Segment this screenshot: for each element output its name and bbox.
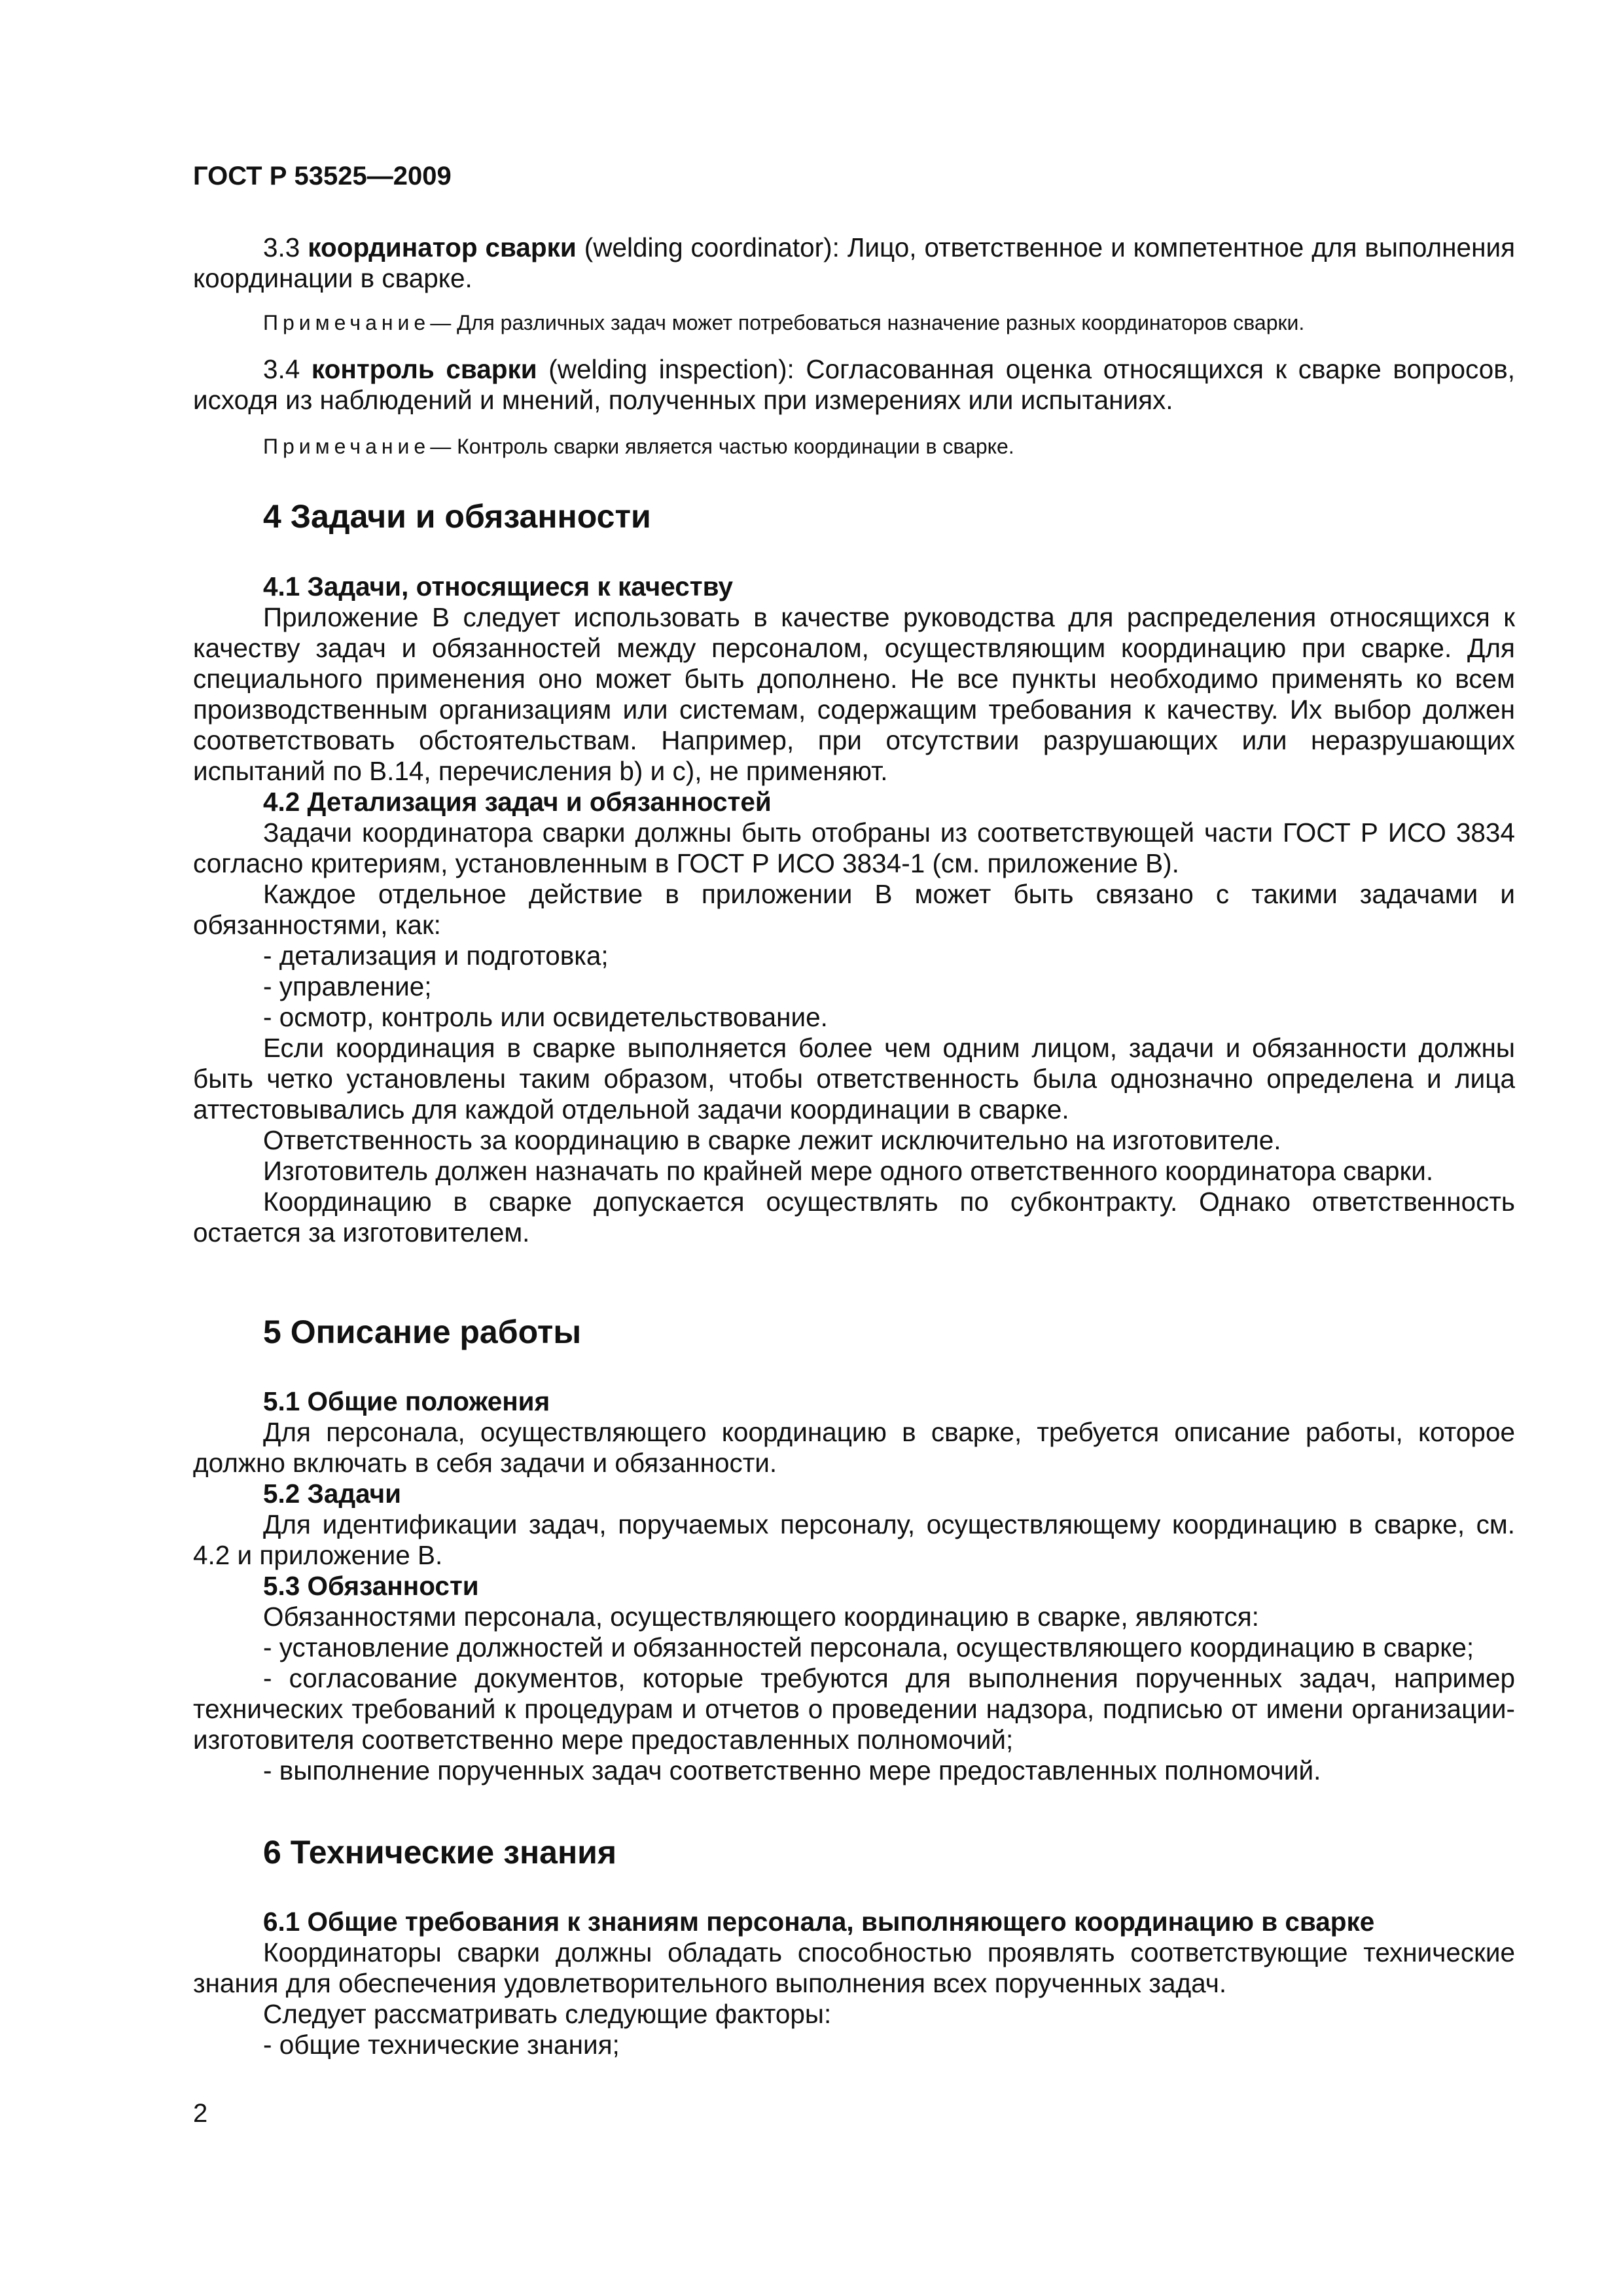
paragraph: Координаторы сварки должны обладать способностью проявлять соответствующие технические знания для обеспечения удовлетворительного выполнения всех порученных задач. <box>193 1937 1515 1998</box>
section-4-heading: 4 Задачи и обязанности <box>263 498 651 535</box>
page-number: 2 <box>193 2099 208 2128</box>
clause-4-1-heading: 4.1 Задачи, относящиеся к качеству <box>263 571 734 601</box>
note-2 <box>193 433 1515 459</box>
clause-4-2-heading: 4.2 Детализация задач и обязанностей <box>263 787 772 817</box>
paragraph: Задачи координатора сварки должны быть отобраны из соответствующей части ГОСТ Р ИСО 3834 согласно критериям, установленным в ГОСТ Р ИСО 3834-1 (см. приложение В). <box>193 817 1515 878</box>
clause-5-2-heading: 5.2 Задачи <box>263 1479 402 1509</box>
list-item: - выполнение порученных задач соответственно мере предоставленных полномочий. <box>263 1755 1321 1785</box>
clause-3-3 <box>193 232 1515 294</box>
paragraph: Изготовитель должен назначать по крайней мере одного ответственного координатора сварки. <box>263 1156 1434 1186</box>
paragraph: Каждое отдельное действие в приложении В может быть связано с такими задачами и обязанностями, как: <box>193 879 1515 940</box>
section-5-body <box>193 1386 1515 1786</box>
section-6-heading: 6 Технические знания <box>263 1834 617 1871</box>
clause-5-3-heading: 5.3 Обязанности <box>263 1571 479 1601</box>
document-code: ГОСТ Р 53525—2009 <box>193 162 452 190</box>
paragraph: Для идентификации задач, поручаемых персоналу, осуществляющему координацию в сварке, см. 4.2 и приложение В. <box>193 1509 1515 1570</box>
definition-text: (welding coordinator): Лицо, ответственное и компетентное для выполнения координации в сварке. <box>193 232 1515 293</box>
list-item: - согласование документов, которые требуются для выполнения порученных задач, например технических требований к процедурам и отчетов о проведении надзора, подписью от имени организации-изготовителя соответственно мере предоставленных полномочий; <box>193 1663 1515 1755</box>
section-6-body <box>193 1907 1515 2060</box>
list-item: - установление должностей и обязанностей персонала, осуществляющего координацию в сварке; <box>263 1632 1474 1662</box>
defined-term: контроль сварки <box>311 354 537 384</box>
paragraph: Для персонала, осуществляющего координацию в сварке, требуется описание работы, которое должно включать в себя задачи и обязанности. <box>193 1417 1515 1478</box>
list-item: - общие технические знания; <box>263 2030 620 2060</box>
clause-5-1-heading: 5.1 Общие положения <box>263 1386 550 1416</box>
section-5-heading: 5 Описание работы <box>263 1314 582 1350</box>
clause-number: 3.3 <box>263 232 308 262</box>
section-4-body <box>193 571 1515 1248</box>
note-text: — Для различных задач может потребоваться назначение разных координаторов сварки. <box>430 311 1305 334</box>
clause-4-1-text: Приложение В следует использовать в качестве руководства для распределения относящихся к качеству задач и обязанностей между персоналом, осуществляющим координацию при сварке. Для специального применения оно может быть дополнено. Не все пункты необходимо применять ко всем производственным организациям или системам, содержащим требования к качеству. Их выбор должен соответствовать обстоятельствам. Например, при отсутствии разрушающих или неразрушающих испытаний по В.14, перечисления b) и c), не применяют. <box>193 602 1515 786</box>
defined-term: координатор сварки <box>308 232 577 262</box>
note-label: Примечание <box>263 311 431 334</box>
definition-paragraph <box>193 354 1515 416</box>
paragraph: Обязанностями персонала, осуществляющего координацию в сварке, являются: <box>263 1602 1259 1632</box>
note-1 <box>193 310 1515 336</box>
clause-6-1-heading: 6.1 Общие требования к знаниям персонала, выполняющего координацию в сварке <box>263 1907 1375 1937</box>
clause-3-4 <box>193 354 1515 416</box>
paragraph: Координацию в сварке допускается осуществлять по субконтракту. Однако ответственность остается за изготовителем. <box>193 1187 1515 1247</box>
paragraph: Если координация в сварке выполняется более чем одним лицом, задачи и обязанности должны быть четко установлены таким образом, чтобы ответственность была однозначно определена и лица аттестовывались для каждой отдельной задачи координации в сварке. <box>193 1033 1515 1124</box>
list-item: - осмотр, контроль или освидетельствование. <box>263 1002 828 1032</box>
clause-number: 3.4 <box>263 354 312 384</box>
definition-paragraph <box>193 232 1515 294</box>
list-item: - управление; <box>263 971 432 1001</box>
list-item: - детализация и подготовка; <box>263 941 609 971</box>
note-text: — Контроль сварки является частью координации в сварке. <box>430 435 1014 458</box>
definition-text: (welding inspection): Согласованная оценка относящихся к сварке вопросов, исходя из наблюдений и мнений, полученных при измерениях или испытаниях. <box>193 354 1515 415</box>
paragraph: Следует рассматривать следующие факторы: <box>263 1999 832 2029</box>
note-label: Примечание <box>263 435 431 458</box>
paragraph: Ответственность за координацию в сварке лежит исключительно на изготовителе. <box>263 1125 1281 1155</box>
